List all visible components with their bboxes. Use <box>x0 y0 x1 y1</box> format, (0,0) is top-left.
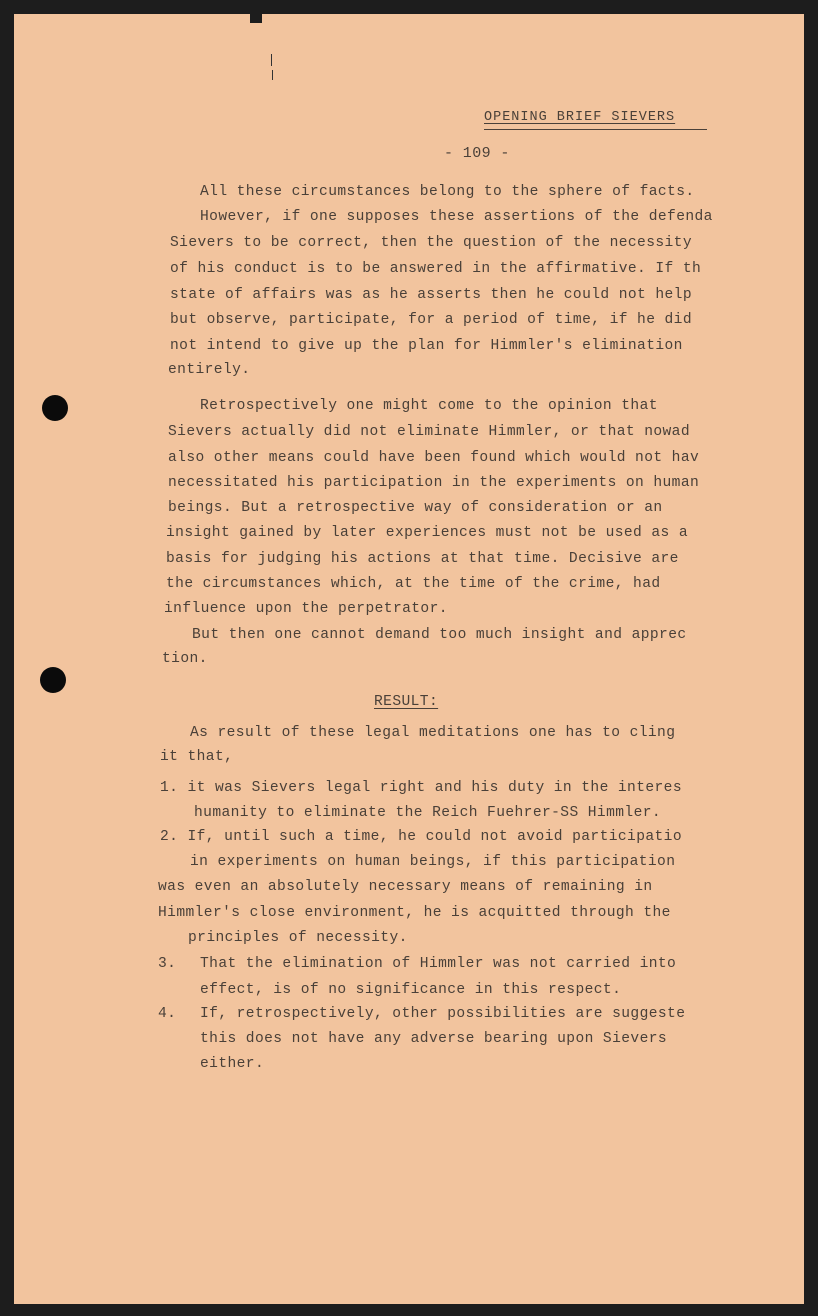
list-item-2: 2. If, until such a time, he could not avoid participatio <box>160 829 682 845</box>
text-line: However, if one supposes these assertions of the defenda <box>200 209 713 225</box>
text-line: Retrospectively one might come to the opinion that <box>200 398 658 414</box>
text-line: basis for judging his actions at that time. Decisive are <box>166 551 679 567</box>
text-line: As result of these legal meditations one has to cling <box>190 725 676 741</box>
list-number-3: 3. <box>158 956 177 972</box>
text-line: humanity to eliminate the Reich Fuehrer-SS Himmler. <box>194 805 662 821</box>
text-line: also other means could have been found which would not hav <box>168 450 700 466</box>
text-line: Himmler's close environment, he is acquitted through the <box>158 905 671 921</box>
text-line: necessitated his participation in the experiments on human <box>168 475 700 491</box>
text-line: tion. <box>162 651 208 667</box>
text-line: Sievers to be correct, then the question of the necessity <box>170 235 692 251</box>
document-page <box>14 14 804 1304</box>
text-line: influence upon the perpetrator. <box>164 601 448 617</box>
text-line: All these circumstances belong to the sphere of facts. <box>200 184 695 200</box>
text-line: it that, <box>160 749 234 765</box>
text-line: not intend to give up the plan for Himmler's elimination <box>170 338 683 354</box>
list-item-4: If, retrospectively, other possibilities are suggeste <box>200 1006 686 1022</box>
text-line: entirely. <box>168 362 251 378</box>
page-number: - 109 - <box>444 145 510 162</box>
text-line: principles of necessity. <box>188 930 408 946</box>
text-line: the circumstances which, at the time of the crime, had <box>166 576 661 592</box>
list-item-1: 1. it was Sievers legal right and his duty in the interes <box>160 780 682 796</box>
text-line: Sievers actually did not eliminate Himmler, or that nowad <box>168 424 690 440</box>
text-line: was even an absolutely necessary means of remaining in <box>158 879 653 895</box>
list-number-4: 4. <box>158 1006 177 1022</box>
result-heading: RESULT: <box>374 694 439 710</box>
text-line: But then one cannot demand too much insight and apprec <box>192 627 687 643</box>
text-line: this does not have any adverse bearing upon Sievers <box>200 1031 668 1047</box>
typed-text <box>14 14 804 1304</box>
text-line: state of affairs was as he asserts then he could not help <box>170 287 692 303</box>
text-line: insight gained by later experiences must not be used as a <box>166 525 688 541</box>
list-item-3: That the elimination of Himmler was not carried into <box>200 956 677 972</box>
document-title: OPENING BRIEF SIEVERS <box>484 110 676 125</box>
text-line: beings. But a retrospective way of consideration or an <box>168 500 663 516</box>
text-line: effect, is of no significance in this respect. <box>200 982 622 998</box>
text-line: in experiments on human beings, if this participation <box>190 854 676 870</box>
text-line: of his conduct is to be answered in the affirmative. If th <box>170 261 702 277</box>
title-underline <box>484 129 707 130</box>
text-line: either. <box>200 1056 265 1072</box>
text-line: but observe, participate, for a period of time, if he did <box>170 312 692 328</box>
